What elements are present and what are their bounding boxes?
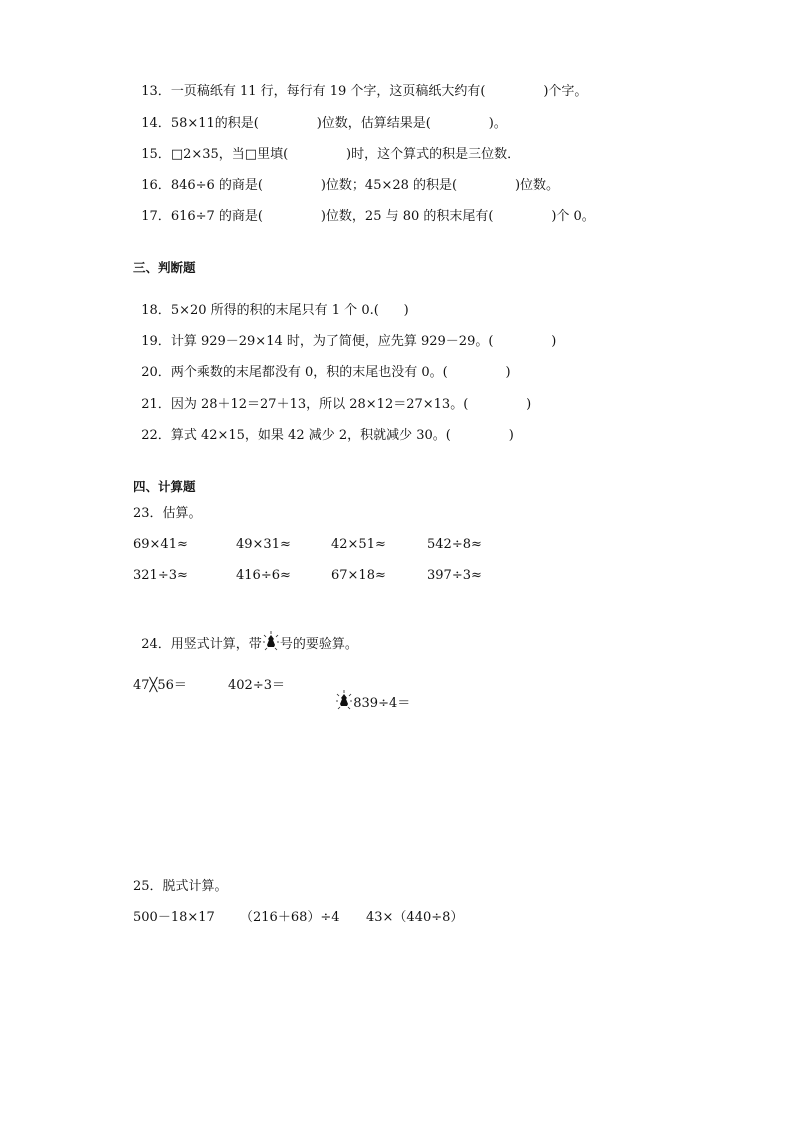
question-number: 17．: [141, 209, 171, 224]
question-number: 20．: [141, 365, 171, 380]
vertical-calc-text: 839÷4＝: [353, 696, 411, 711]
estimate-item: 42×51≈: [331, 537, 386, 552]
question-text: 5×20 所得的积的末尾只有 1 个 0.( ): [170, 303, 409, 318]
question-number: 21．: [141, 397, 171, 412]
question-16: [133, 162, 559, 194]
estimate-item: 49×31≈: [236, 537, 291, 552]
estimate-item: 67×18≈: [331, 568, 386, 583]
question-text: 58×11的积是( )位数，估算结果是( )。: [170, 116, 507, 131]
question-22: [133, 412, 514, 444]
star-mark-icon: [335, 690, 353, 717]
question-21: [133, 381, 531, 413]
question-text: 因为 28＋12＝27＋13，所以 28×12＝27×13。( ): [170, 397, 532, 412]
estimate-item: 416÷6≈: [236, 568, 291, 583]
question-17: [133, 193, 595, 225]
question-number: 14．: [141, 116, 171, 131]
estimate-item: 397÷3≈: [427, 568, 482, 583]
question-14: [133, 100, 507, 132]
question-text: 616÷7 的商是( )位数，25 与 80 的积末尾有( )个 0。: [170, 209, 595, 224]
stepwise-calc-item: 43×（440÷8）: [366, 910, 464, 925]
stepwise-calc-item: （216＋68）÷4: [240, 910, 340, 925]
question-18: [133, 287, 409, 319]
estimate-item: 542÷8≈: [427, 537, 482, 552]
vertical-calc-item-starred: [327, 674, 410, 717]
vertical-calc-item: 47╳56＝: [133, 678, 187, 693]
question-text: 846÷6 的商是( )位数；45×28 的积是( )位数。: [170, 178, 560, 193]
section-title-judgement: 三、判断题: [133, 260, 196, 275]
question-number: 22．: [141, 428, 171, 443]
question-15: [133, 131, 520, 163]
question-text: 计算 929－29×14 时，为了简便，应先算 929－29。( ): [170, 334, 557, 349]
estimate-item: 69×41≈: [133, 537, 188, 552]
section-title-calculation: 四、计算题: [133, 479, 196, 494]
question-23-label: 23．估算。: [133, 506, 202, 521]
question-number: 13．: [141, 84, 171, 99]
question-text: □2×35，当□里填( )时，这个算式的积是三位数．: [170, 147, 521, 162]
estimate-item: 321÷3≈: [133, 568, 188, 583]
question-text: 24．用竖式计算，带: [141, 637, 262, 652]
question-24-label: [133, 615, 358, 658]
question-text: 两个乘数的末尾都没有 0，积的末尾也没有 0。( ): [170, 365, 511, 380]
question-number: 15．: [141, 147, 171, 162]
vertical-calc-item: 402÷3＝: [228, 678, 285, 693]
question-text: 一页稿纸有 11 行，每行有 19 个字，这页稿纸大约有( )个字。: [170, 84, 588, 99]
question-25-label: 25．脱式计算。: [133, 879, 228, 894]
star-mark-icon: [262, 631, 280, 658]
question-text: 号的要验算。: [279, 637, 358, 652]
question-number: 18．: [141, 303, 171, 318]
stepwise-calc-item: 500－18×17: [133, 910, 215, 925]
question-13: [133, 68, 587, 100]
question-number: 19．: [141, 334, 171, 349]
question-number: 16．: [141, 178, 171, 193]
question-text: 算式 42×15，如果 42 减少 2，积就减少 30。( ): [170, 428, 514, 443]
question-19: [133, 318, 556, 350]
question-20: [133, 349, 511, 381]
